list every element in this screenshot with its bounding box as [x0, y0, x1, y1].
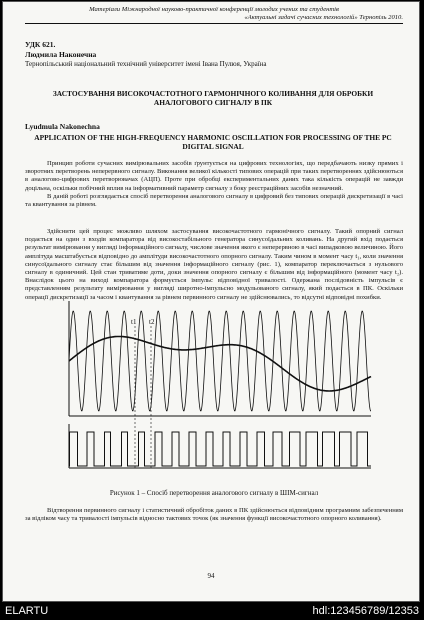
- repository-footer: [0, 603, 424, 620]
- repository-name: ELARTU: [5, 605, 49, 617]
- body-paragraph-1: Принцип роботи сучасних вимірювальних засобів ґрунтується на цифрових технологіях, що передбачають низку прямих і зворотних перетворень неперервного сигналу. Виконання великої кількості типових операцій при таких перетвореннях здійснюються в аналогово-цифрових перетворювачах (АЦП). Проте при обробці експериментальних даних така кількість операцій не завжди доцільна, оскільки побічний вплив на інформативний параметр сигналу з боку реєстраційних засобів незначний. В даній роботі розглядається спосіб перетворення аналогового сигналу в цифровий без типових операцій дискретизації в часі та квантування за рівнем.: [25, 160, 403, 209]
- udk-code: УДК 621.: [25, 40, 56, 49]
- body-paragraph-4: Відтворення первинного сигналу і статистичний обробіток даних в ПК здійснюється відповідним програмним забезпеченням за відліком часу та тривалості імпульсів відносно тактових точок (як значення функції високочастотного опорного коливання).: [25, 507, 403, 523]
- label-t2: t2: [149, 318, 155, 326]
- header-line-1: Матеріали Міжнародної науково-практичної конференції молодих учених та студентів: [89, 6, 339, 13]
- body-paragraph-2: В даній роботі розглядається спосіб перетворення аналогового сигналу в цифровий без типових операцій дискретизації в часі та квантування за рівнем.: [25, 192, 403, 209]
- information-signal: [69, 337, 371, 392]
- pwm-output-signal: [69, 432, 371, 466]
- document-page: [2, 1, 420, 602]
- title-ukrainian: ЗАСТОСУВАННЯ ВИСОКОЧАСТОТНОГО ГАРМОНІЧНОГО КОЛИВАННЯ ДЛЯ ОБРОБКИ АНАЛОГОВОГО СИГНАЛУ В ПК: [52, 89, 374, 107]
- affiliation: Тернопільський національний технічний університет імені Івана Пулюя, Україна: [25, 60, 267, 68]
- reference-sine-wave: [69, 311, 371, 411]
- header-line-2: «Актуальні задачі сучасних технологій» Тернопіль 2010.: [244, 14, 403, 21]
- title-english: APPLICATION OF THE HIGH-FREQUENCY HARMONIC OSCILLATION FOR PROCESSING OF THE PC DIGITAL SIGNAL: [34, 133, 392, 151]
- author-ukrainian: Людмила Наконечна: [25, 50, 97, 59]
- author-english: Lyudmula Nakonechna: [25, 122, 100, 131]
- body-paragraph-3: Здійснити цей процес можливо шляхом застосування високочастотного гармонічного сигналу. Такий опорний сигнал подається на один з входів компаратора від високостабільного генератора синусоїдальних коливань. На другий вхід подається результат вимірювання у вигляді інформаційного сигналу, числове значення якого є неперервною в часі випадковою величиною. Його амплітуда масштабується відповідно до амплітуди високочастотного опорного сигналу. Таким чином в момент часу t₁, коли значення синусоїдального сигналу стає більшим від значення інформаційного сигналу (рис. 1), компаратор переключається з нульового сигналу в одиничний. Цей стан триватиме доти, доки значення опорного сигналу є більшим від інформаційного (момент часу t₂). Внаслідок цього на виході компаратора формується імпульс відповідної тривалості. Одержана послідовність імпульсів є представленням результату вимірювання у вигляді широтно-імпульсно модульованого сигналу, який подається в ПК. Оскільки операції дискретизації за часом і квантування за рівнем первинного сигналу не здійснювались, то відсутні відповідні похибки.: [25, 228, 403, 301]
- page-number: 94: [207, 572, 215, 580]
- conference-header: [25, 6, 403, 24]
- pwm-figure: [61, 296, 381, 476]
- label-t1: t1: [131, 318, 137, 326]
- figure-caption: Рисунок 1 – Спосіб перетворення аналогового сигналу в ШІМ-сигнал: [109, 489, 319, 497]
- handle-id: hdl:123456789/12353: [312, 605, 419, 617]
